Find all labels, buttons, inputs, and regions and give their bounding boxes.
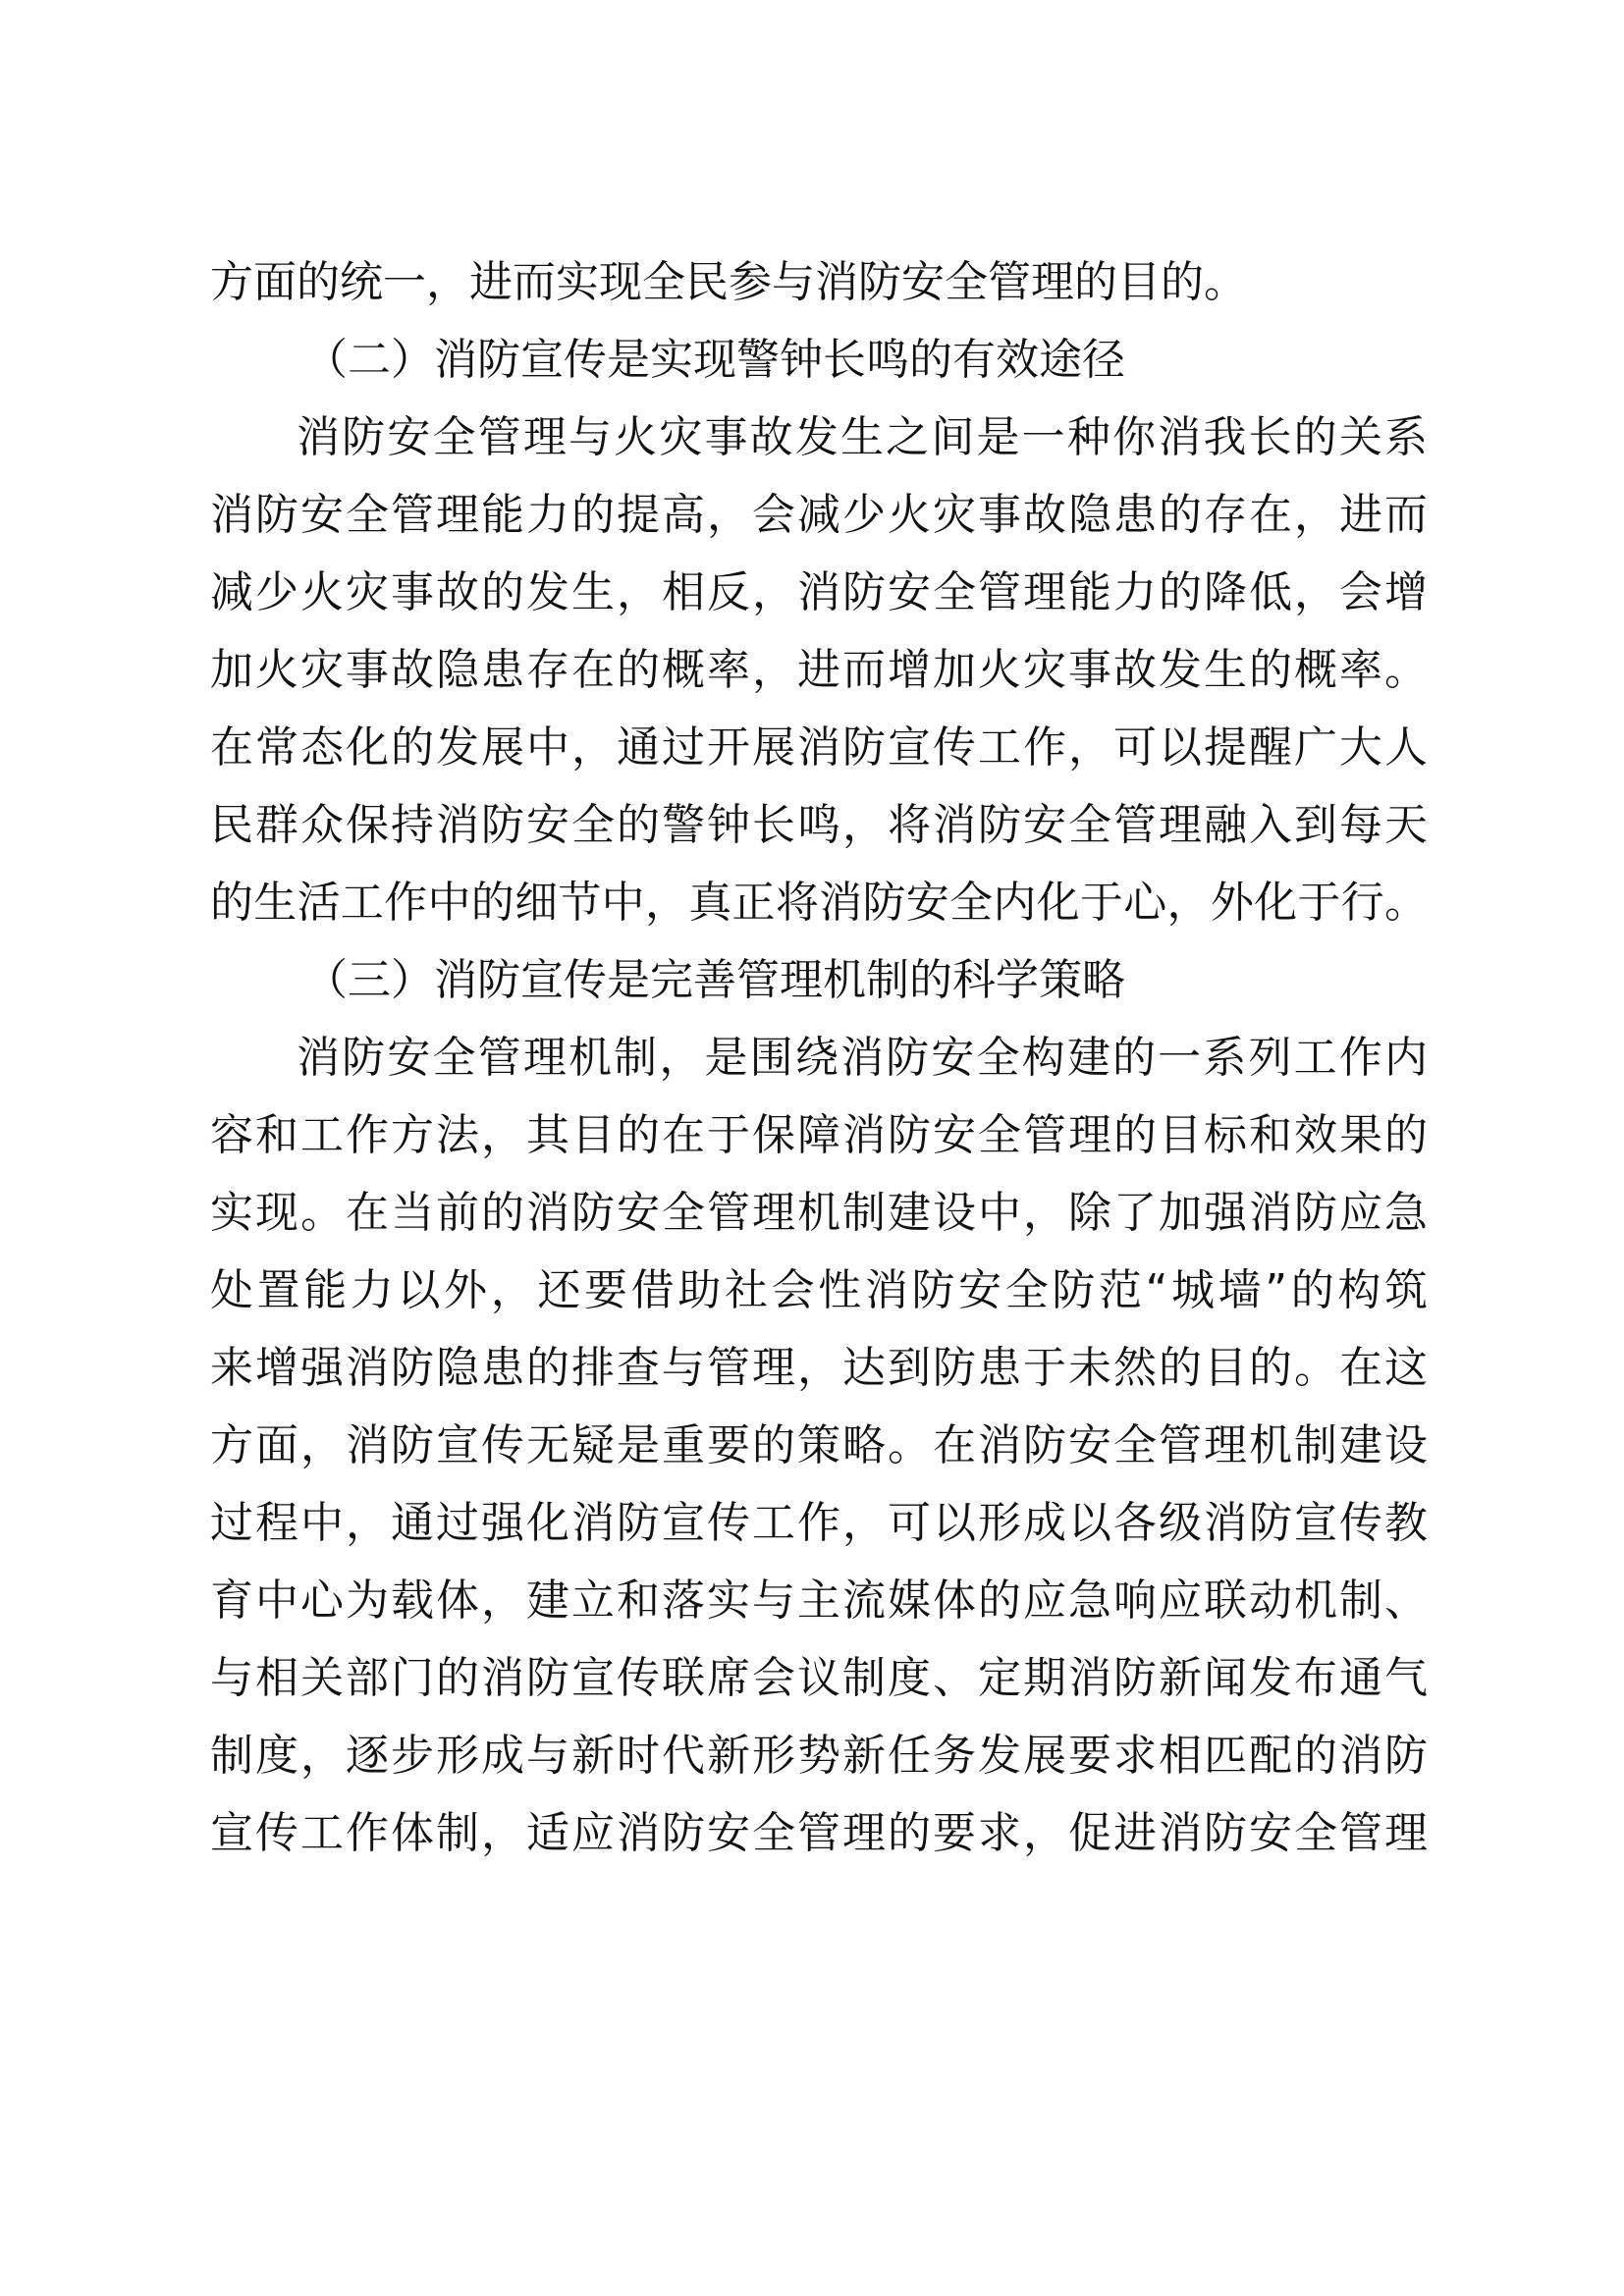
paragraph-line: 方面，消防宣传无疑是重要的策略。在消防安全管理机制建设 <box>210 1420 1428 1470</box>
paragraph-line: 育中心为载体，建立和落实与主流媒体的应急响应联动机制、 <box>210 1575 1428 1626</box>
paragraph-line: 消防安全管理能力的提高，会减少火灾事故隐患的存在，进而 <box>210 490 1428 540</box>
paragraph-line: 的生活工作中的细节中，真正将消防安全内化于心，外化于行。 <box>210 878 1428 928</box>
section-heading: （二）消防宣传是实现警钟长鸣的有效途径 <box>304 335 1125 385</box>
paragraph-line: 减少火灾事故的发生，相反，消防安全管理能力的降低，会增 <box>210 567 1428 617</box>
paragraph-line: 来增强消防隐患的排查与管理，达到防患于未然的目的。在这 <box>210 1343 1428 1393</box>
paragraph-line: 在常态化的发展中，通过开展消防宣传工作，可以提醒广大人 <box>210 722 1428 773</box>
paragraph-line: 加火灾事故隐患存在的概率，进而增加火灾事故发生的概率。 <box>210 645 1428 695</box>
paragraph-line: 民群众保持消防安全的警钟长鸣，将消防安全管理融入到每天 <box>210 800 1428 850</box>
paragraph-line: 实现。在当前的消防安全管理机制建设中，除了加强消防应急 <box>210 1188 1428 1238</box>
paragraph-line: 方面的统一，进而实现全民参与消防安全管理的目的。 <box>210 257 1247 307</box>
paragraph-line: 容和工作方法，其目的在于保障消防安全管理的目标和效果的 <box>210 1110 1428 1160</box>
paragraph-line: 与相关部门的消防宣传联席会议制度、定期消防新闻发布通气 <box>210 1653 1428 1703</box>
paragraph-line: 制度，逐步形成与新时代新形势新任务发展要求相匹配的消防 <box>210 1731 1428 1781</box>
paragraph-line: 过程中，通过强化消防宣传工作，可以形成以各级消防宣传教 <box>210 1498 1428 1548</box>
document-body <box>210 243 1428 1872</box>
paragraph-line: 宣传工作体制，适应消防安全管理的要求，促进消防安全管理 <box>210 1808 1428 1858</box>
paragraph-line: 消防安全管理与火灾事故发生之间是一种你消我长的关系 <box>297 412 1428 462</box>
paragraph-line: 消防安全管理机制，是围绕消防安全构建的一系列工作内 <box>297 1033 1428 1083</box>
paragraph-line: 处置能力以外，还要借助社会性消防安全防范“城墙”的构筑 <box>210 1265 1428 1315</box>
section-heading: （三）消防宣传是完善管理机制的科学策略 <box>304 955 1125 1005</box>
